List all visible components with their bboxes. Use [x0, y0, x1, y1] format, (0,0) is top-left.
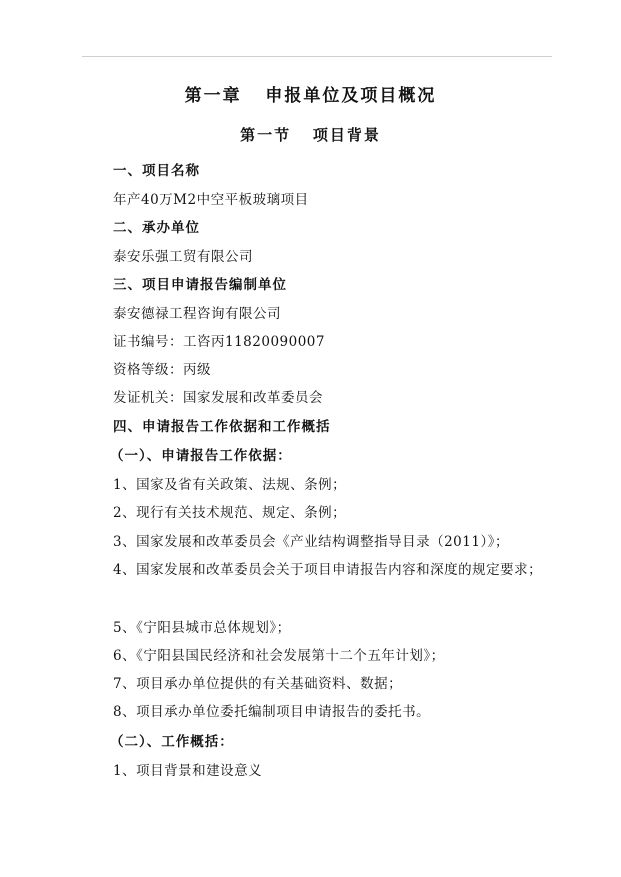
certificate-number: 证书编号：工咨丙11820090007 [113, 334, 325, 350]
heading-undertaker: 二、承办单位 [113, 220, 200, 236]
project-name-text: 年产40万M2中空平板玻璃项目 [113, 192, 309, 208]
heading-project-name: 一、项目名称 [113, 163, 200, 179]
basis-item: 2、现行有关技术规范、规定、条例； [113, 505, 347, 521]
basis-item: 7、项目承办单位提供的有关基础资料、数据； [113, 676, 403, 692]
overview-item: 1、项目背景和建设意义 [113, 763, 263, 779]
sub-heading-basis: （一）、申请报告工作依据： [110, 448, 292, 464]
basis-item: 6、《宁阳县国民经济和社会发展第十二个五年计划》； [113, 648, 445, 664]
issuing-authority: 发证机关：国家发展和改革委员会 [113, 390, 323, 406]
basis-item: 1、国家及省有关政策、法规、条例； [113, 477, 347, 493]
header-rule [82, 56, 552, 57]
heading-preparer: 三、项目申请报告编制单位 [113, 277, 287, 293]
heading-work-basis: 四、申请报告工作依据和工作概括 [113, 419, 331, 435]
sub-heading-overview: （二）、工作概括： [110, 734, 234, 750]
qualification-level: 资格等级：丙级 [113, 362, 211, 378]
basis-item: 3、国家发展和改革委员会《产业结构调整指导目录（2011）》； [113, 534, 509, 550]
basis-item: 5、《宁阳县城市总体规划》； [113, 620, 291, 636]
section-title: 第一节 项目背景 [240, 126, 381, 144]
basis-item: 8、项目承办单位委托编制项目申请报告的委托书。 [113, 704, 431, 720]
basis-item: 4、国家发展和改革委员会关于项目申请报告内容和深度的规定要求； [113, 562, 543, 578]
undertaker-text: 泰安乐强工贸有限公司 [113, 249, 253, 265]
chapter-title: 第一章 申报单位及项目概况 [184, 86, 437, 106]
preparer-text: 泰安德禄工程咨询有限公司 [113, 306, 281, 322]
